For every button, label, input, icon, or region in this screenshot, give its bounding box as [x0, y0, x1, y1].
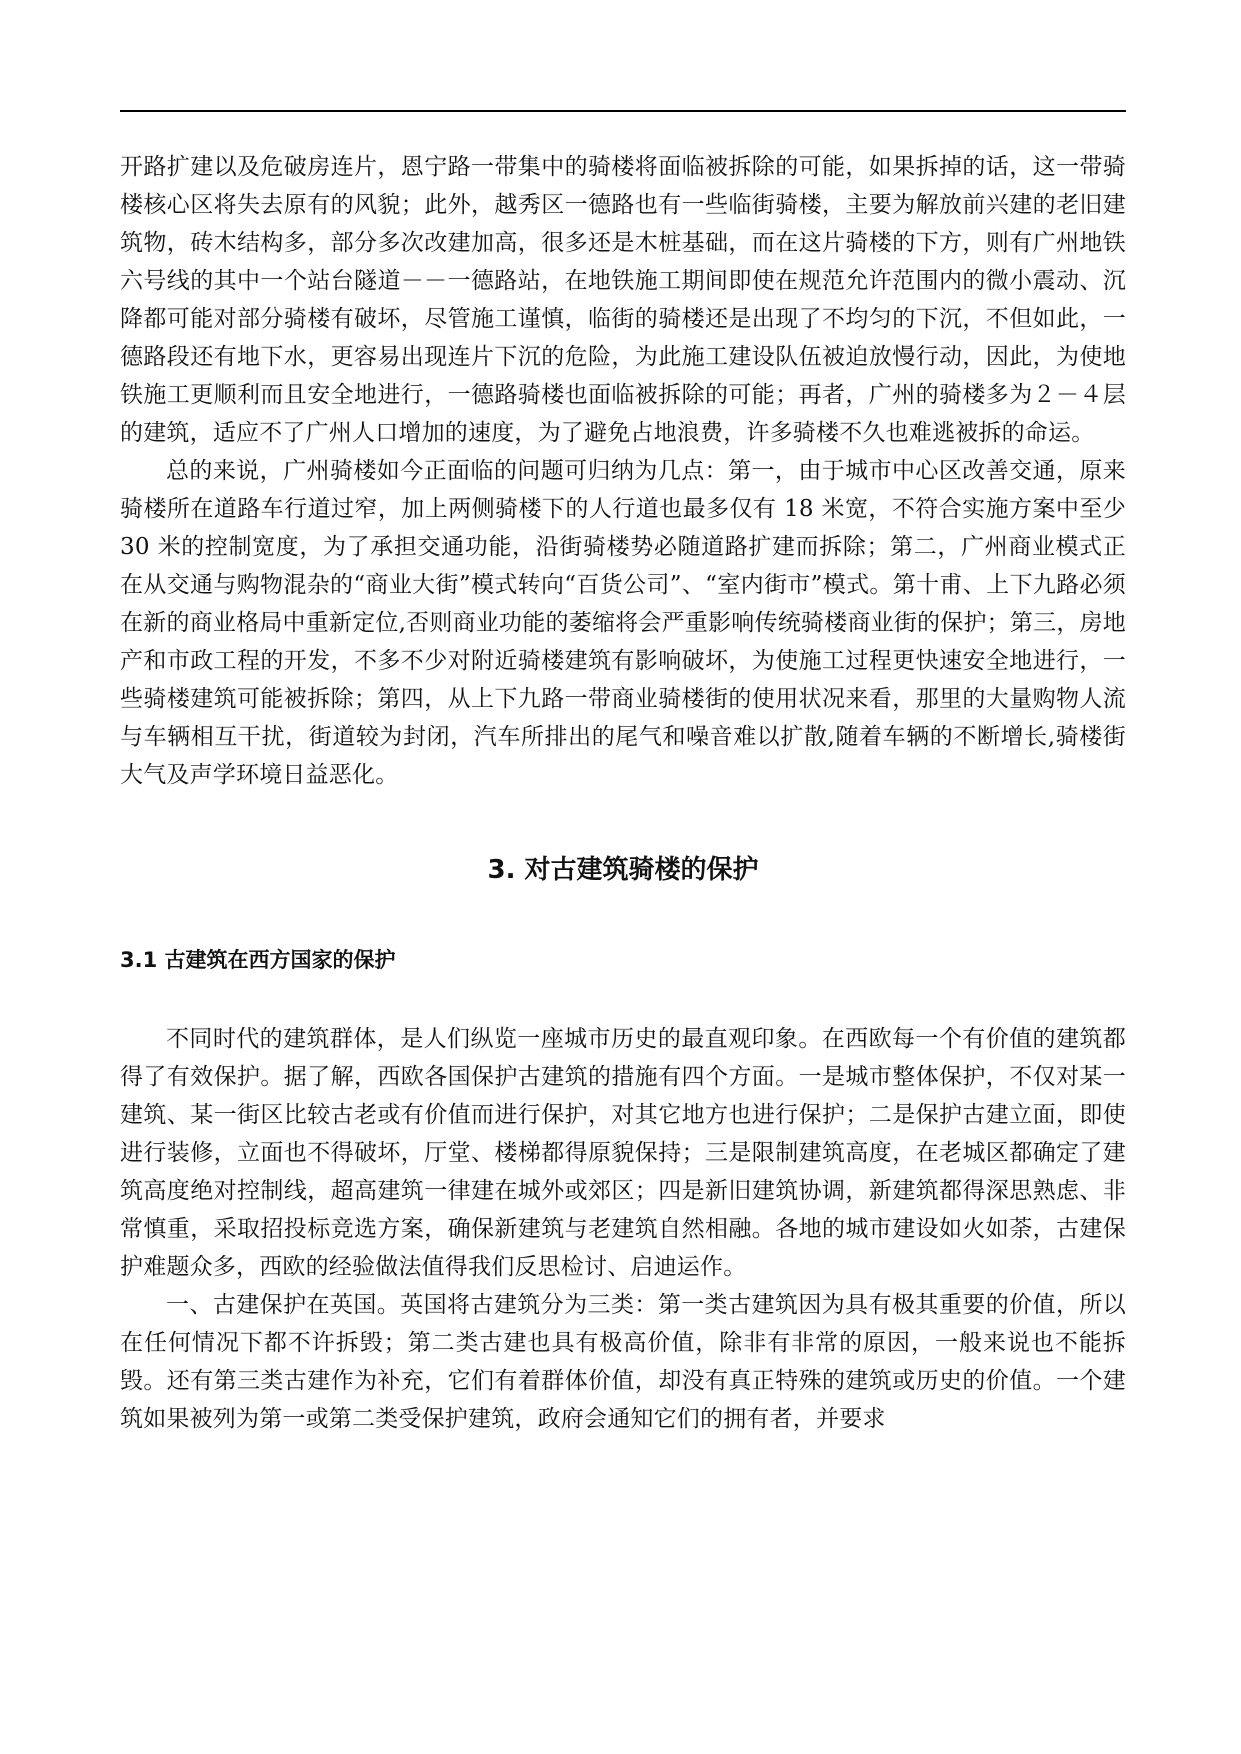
header-rule [120, 110, 1126, 112]
paragraph-england: 一、古建保护在英国。英国将古建筑分为三类：第一类古建筑因为具有极其重要的价值，所以在任何情况下都不许拆毁；第二类古建也具有极高价值，除非有非常的原因，一般来说也不能拆毁。还有第三类古建作为补充，它们有着群体价值，却没有真正特殊的建筑或历史的价值。一个建筑如果被列为第一或第二类受保护建筑，政府会通知它们的拥有者，并要求 [120, 1292, 1126, 1432]
paragraph-summary: 总的来说，广州骑楼如今正面临的问题可归纳为几点：第一，由于城市中心区改善交通，原来骑楼所在道路车行道过窄，加上两侧骑楼下的人行道也最多仅有 18 米宽，不符合实施方案中至少 30 米的控制宽度，为了承担交通功能，沿街骑楼势必随道路扩建而拆除；第二，广州商业模式正在从交通与购物混杂的“商业大街”模式转向“百货公司”、“室内街市”模式。第十甫、上下九路必须在新的商业格局中重新定位,否则商业功能的萎缩将会严重影响传统骑楼商业街的保护；第三，房地产和市政工程的开发，不多不少对附近骑楼建筑有影响破坏，为使施工过程更快速安全地进行，一些骑楼建筑可能被拆除；第四，从上下九路一带商业骑楼街的使用状况来看，那里的大量购物人流与车辆相互干扰，街道较为封闭，汽车所排出的尾气和噪音难以扩散,随着车辆的不断增长,骑楼街大气及声学环境日益恶化。 [120, 458, 1126, 788]
subsection-title: 3.1 古建筑在西方国家的保护 [120, 948, 396, 972]
page-content [120, 148, 1126, 1438]
paragraph-continued: 开路扩建以及危破房连片，恩宁路一带集中的骑楼将面临被拆除的可能，如果拆掉的话，这一带骑楼核心区将失去原有的风貌；此外，越秀区一德路也有一些临街骑楼，主要为解放前兴建的老旧建筑物，砖木结构多，部分多次改建加高，很多还是木桩基础，而在这片骑楼的下方，则有广州地铁六号线的其中一个站台隧道－－一德路站，在地铁施工期间即使在规范允许范围内的微小震动、沉降都可能对部分骑楼有破坏，尽管施工谨慎，临街的骑楼还是出现了不均匀的下沉，不但如此，一德路段还有地下水，更容易出现连片下沉的危险，为此施工建设队伍被迫放慢行动，因此，为使地铁施工更顺利而且安全地进行，一德路骑楼也面临被拆除的可能；再者，广州的骑楼多为２－４层的建筑，适应不了广州人口增加的速度，为了避免占地浪费，许多骑楼不久也难逃被拆的命运。 [120, 154, 1126, 446]
paragraph-western-protection: 不同时代的建筑群体，是人们纵览一座城市历史的最直观印象。在西欧每一个有价值的建筑都得了有效保护。据了解，西欧各国保护古建筑的措施有四个方面。一是城市整体保护，不仅对某一建筑、某一街区比较古老或有价值而进行保护，对其它地方也进行保护；二是保护古建立面，即使进行装修，立面也不得破坏，厅堂、楼梯都得原貌保持；三是限制建筑高度，在老城区都确定了建筑高度绝对控制线，超高建筑一律建在城外或郊区；四是新旧建筑协调，新建筑都得深思熟虑、非常慎重，采取招投标竞选方案，确保新建筑与老建筑自然相融。各地的城市建设如火如荼，古建保护难题众多，西欧的经验做法值得我们反思检讨、启迪运作。 [120, 1026, 1126, 1280]
section-title: 3. 对古建筑骑楼的保护 [487, 855, 759, 885]
